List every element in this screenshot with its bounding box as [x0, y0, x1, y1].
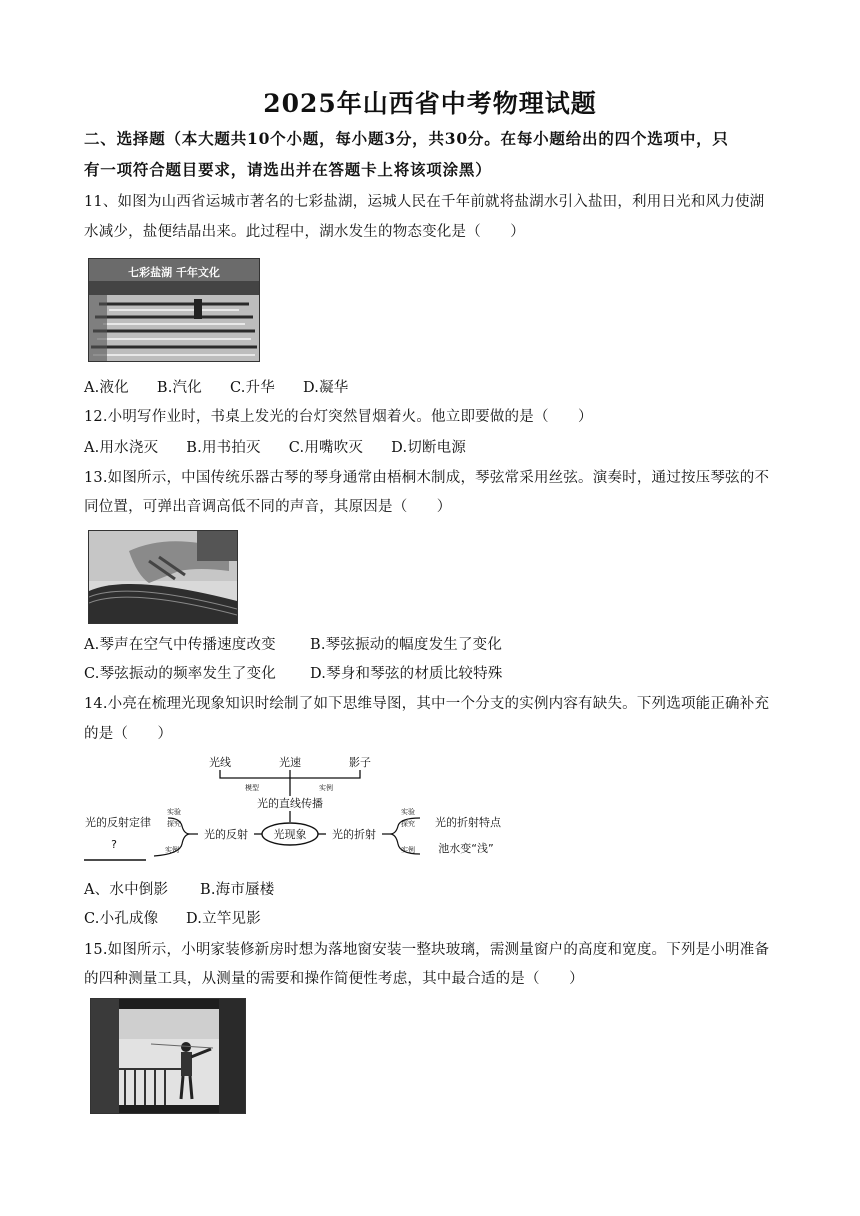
edge-label-model: 模型 — [245, 784, 259, 792]
option-d[interactable]: D.琴身和琴弦的材质比较特殊 — [310, 666, 503, 682]
node-straight-propagation: 光的直线传播 — [257, 797, 323, 810]
tag-example-right: 实例 — [401, 846, 415, 854]
q12-text-line1: 12.小明写作业时，书桌上发光的台灯突然冒烟着火。他立即要做的是（ ） — [84, 409, 593, 425]
option-c[interactable]: C.用嘴吹灭 — [288, 440, 364, 456]
section-heading-line1: 二、选择题（本大题共10个小题，每小题3分，共30分。在每小题给出的四个选项中，只 — [84, 129, 729, 148]
option-b[interactable]: B.琴弦振动的幅度发生了变化 — [310, 637, 503, 653]
tag-experiment-right: 实验 — [401, 808, 415, 816]
node-center-light-phenomena: 光现象 — [273, 828, 307, 841]
guqin-photo — [88, 530, 238, 624]
node-light-ray: 光线 — [209, 756, 231, 769]
option-a[interactable]: A.用水浇灭 — [84, 440, 159, 456]
option-d[interactable]: D.切断电源 — [391, 440, 467, 456]
q12-options — [84, 436, 784, 457]
q11-options — [84, 376, 784, 397]
q13-options-row1 — [84, 633, 784, 654]
node-pool-shallow: 池水变“浅” — [438, 842, 494, 855]
node-light-speed: 光速 — [279, 756, 301, 769]
option-b[interactable]: B.汽化 — [156, 380, 202, 396]
option-c[interactable]: C.升华 — [229, 380, 275, 396]
q14-options-row1 — [84, 878, 784, 899]
window-measuring-photo — [90, 998, 246, 1114]
tag-experiment-left: 实验 — [167, 808, 181, 816]
node-shadow: 影子 — [349, 756, 371, 769]
salt-lake-photo — [88, 258, 260, 362]
option-b[interactable]: B.海市蜃楼 — [200, 882, 275, 898]
node-missing-example: ? — [111, 838, 117, 851]
q13-text-line2: 同位置，可弹出音调高低不同的声音，其原因是（ ） — [84, 499, 452, 515]
q13-text-line1: 13.如图所示，中国传统乐器古琴的琴身通常由梧桐木制成，琴弦常采用丝弦。演奏时，通过按压琴弦的不 — [84, 470, 770, 486]
option-a[interactable]: A.琴声在空气中传播速度改变 — [84, 637, 276, 653]
light-mind-map — [84, 748, 524, 870]
q13-options-row2 — [84, 662, 784, 683]
q11-text-line2: 水减少，盐便结晶出来。此过程中，湖水发生的物态变化是（ ） — [84, 224, 525, 240]
node-refraction: 光的折射 — [332, 828, 376, 841]
option-d[interactable]: D.立竿见影 — [186, 911, 261, 927]
photo-caption: 七彩盐湖 千年文化 — [128, 266, 220, 279]
q11-text-line1: 11、如图为山西省运城市著名的七彩盐湖，运城人民在千年前就将盐湖水引入盐田，利用日光和风力使湖 — [84, 194, 765, 210]
option-a[interactable]: A.液化 — [84, 380, 129, 396]
q14-text-line2: 的是（ ） — [84, 726, 173, 742]
q14-options-row2 — [84, 907, 784, 928]
option-a[interactable]: A、水中倒影 — [84, 882, 169, 898]
node-refraction-feature: 光的折射特点 — [435, 816, 501, 829]
page-title: 2025年山西省中考物理试题 — [263, 89, 597, 118]
q15-text-line1: 15.如图所示，小明家装修新房时想为落地窗安装一整块玻璃，需测量窗户的高度和宽度。下列是小明准备 — [84, 942, 770, 958]
tag-explore-right: 探究 — [401, 820, 415, 828]
edge-label-example: 实例 — [319, 784, 333, 792]
option-b[interactable]: B.用书拍灭 — [186, 440, 261, 456]
option-c[interactable]: C.小孔成像 — [84, 911, 159, 927]
node-reflection-law: 光的反射定律 — [85, 816, 151, 829]
option-c[interactable]: C.琴弦振动的频率发生了变化 — [84, 666, 276, 682]
option-d[interactable]: D.凝华 — [302, 380, 349, 396]
tag-explore-left: 探究 — [167, 820, 181, 828]
tag-example-left: 实例 — [165, 846, 179, 854]
node-reflection: 光的反射 — [204, 828, 248, 841]
q14-text-line1: 14.小亮在梳理光现象知识时绘制了如下思维导图，其中一个分支的实例内容有缺失。下列选项能正确补充 — [84, 696, 770, 712]
q15-text-line2: 的四种测量工具，从测量的需要和操作简便性考虑，其中最合适的是（ ） — [84, 971, 584, 987]
section-heading-line2: 有一项符合题目要求，请选出并在答题卡上将该项涂黑） — [84, 160, 492, 179]
